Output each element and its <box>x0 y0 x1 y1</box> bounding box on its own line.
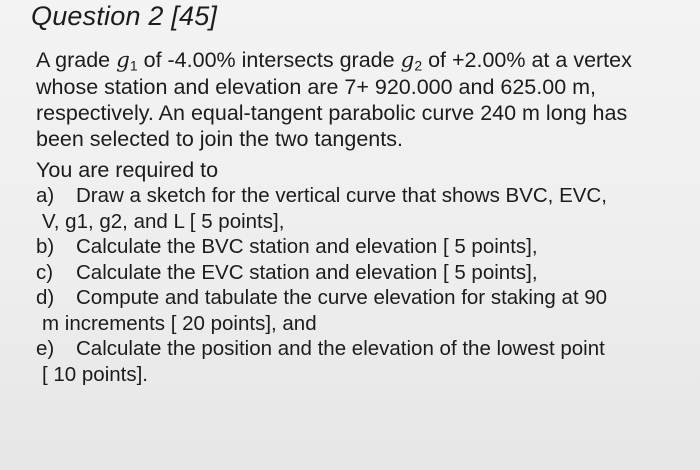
task-c-line-1: Calculate the EVC station and elevation [ 5 points], <box>76 260 538 284</box>
problem-line-1-post: of +2.00% at a vertex <box>422 48 632 72</box>
task-e-marker: e) <box>36 337 55 360</box>
task-d <box>36 285 686 336</box>
grade-g1-symbol: g <box>116 48 130 73</box>
problem-statement <box>36 47 686 152</box>
problem-line-2: whose station and elevation are 7+ 920.000 and 625.00 m, <box>36 75 597 99</box>
task-b <box>36 234 686 260</box>
task-c-marker: c) <box>36 260 54 284</box>
task-d-line-1: Compute and tabulate the curve elevation for staking at 90 <box>76 286 608 309</box>
task-c <box>36 260 686 286</box>
problem-line-4: been selected to join the two tangents. <box>36 127 403 151</box>
task-e <box>36 336 686 387</box>
task-e-line-2: [ 10 points]. <box>42 362 148 386</box>
grade-g2-subscript: 2 <box>414 57 423 74</box>
task-e-line-1: Calculate the position and the elevation of the lowest point <box>76 337 605 360</box>
problem-line-1 <box>36 47 686 74</box>
task-d-marker: d) <box>36 286 55 309</box>
task-a-marker: a) <box>36 184 55 207</box>
grade-g2-symbol: g <box>400 48 415 73</box>
instructions-intro: You are required to <box>36 158 219 182</box>
task-b-marker: b) <box>36 235 55 258</box>
task-a <box>36 183 686 234</box>
task-d-line-2: m increments [ 20 points], and <box>42 311 317 335</box>
problem-line-3: respectively. An equal-tangent parabolic curve 240 m long has <box>36 101 628 125</box>
task-b-line-1: Calculate the BVC station and elevation [ 5 points], <box>76 235 538 258</box>
grade-g1-subscript: 1 <box>129 57 138 74</box>
task-a-line-2: V, g1, g2, and L [ 5 points], <box>42 209 285 233</box>
task-a-line-1: Draw a sketch for the vertical curve that shows BVC, EVC, <box>76 184 607 207</box>
task-list <box>36 183 686 387</box>
problem-line-1-pre: A grade <box>36 48 117 72</box>
problem-line-1-mid: of -4.00% intersects grade <box>137 48 401 72</box>
question-title: Question 2 [45] <box>31 1 218 31</box>
